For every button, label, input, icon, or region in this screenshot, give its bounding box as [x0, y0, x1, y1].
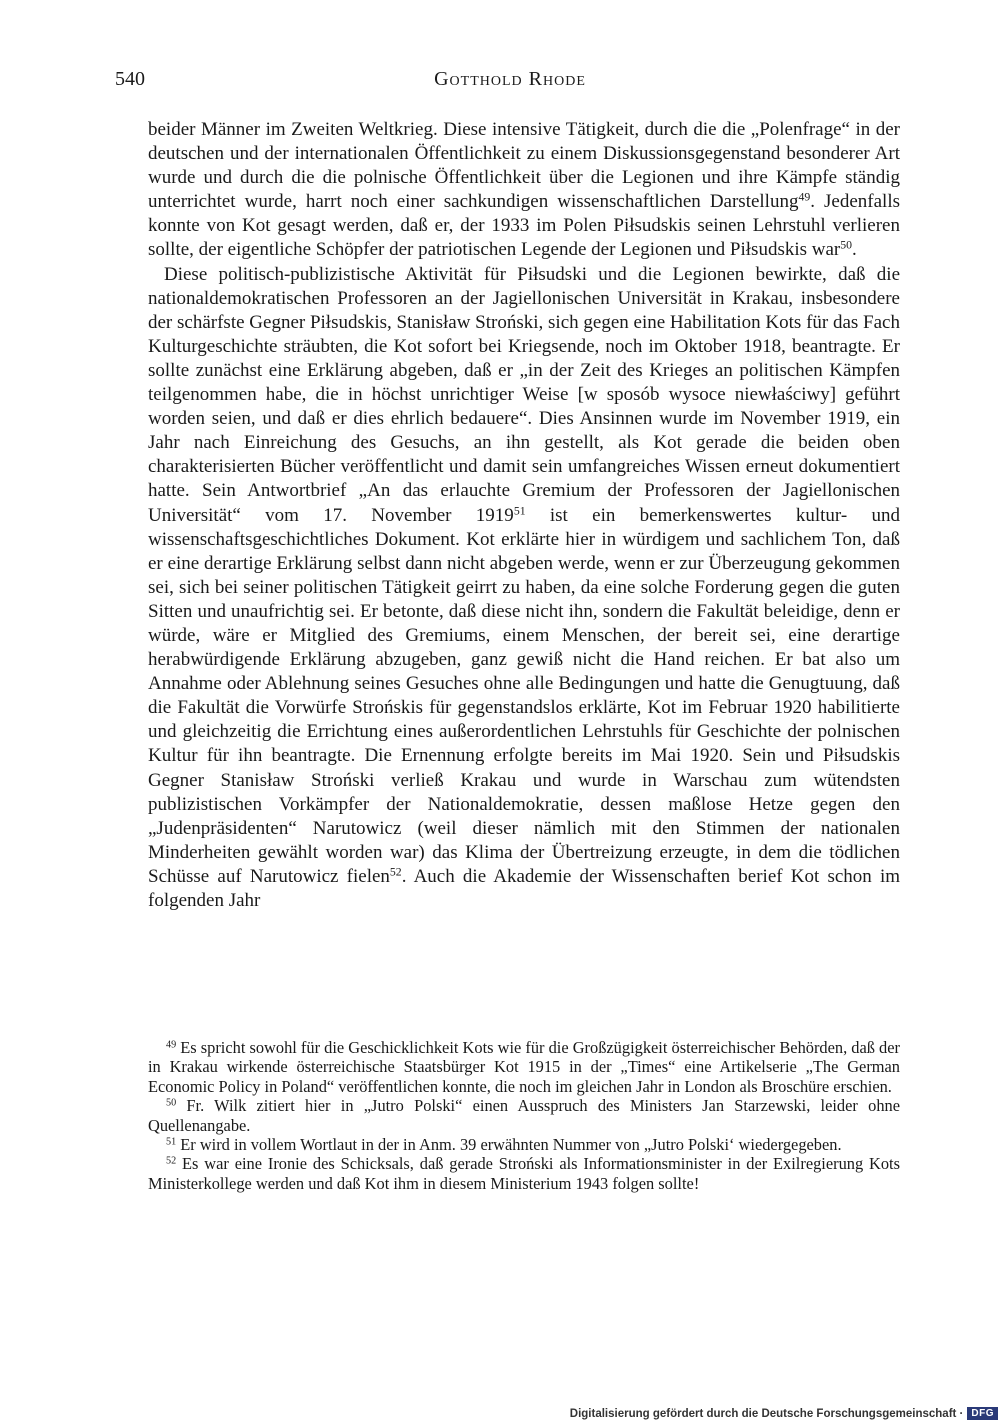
paragraph-text: Diese politisch-publizistische Aktivität für Piłsudski und die Legionen bewirkte, daß die nationaldemokratischen Professoren an der Jagiellonischen Universität in Krakau, insbesondere der schärfste Gegner Piłsudskis, Stanisław Stroński, sich gegen eine Habilitation Kots für das Fach Kulturgeschichte sträubten, die Kot sofort bei Kriegsende, noch im Oktober 1918, beantragte. Er sollte zunächst eine Erklärung abgeben, daß er „in der Zeit des Krieges an politischen Kämpfen teilgenommen habe, die in höchst unrichtiger Weise [w sposób wysoce niewłaściwy] geführt worden seien, und daß er dies ehrlich bedauere“. Dies Ansinnen wurde im November 1919, ein Jahr nach Einreichung des Gesuchs, an ihn gestellt, als Kot gerade die beiden oben charakterisierten Bücher veröffentlicht und damit sein umfangreiches Wissen erneut dokumentiert hatte. Sein Antwortbrief „An das erlauchte Gremium der Professoren der Jagiellonischen Universität“ vom 17. November 1919: [148, 263, 900, 526]
running-head: Gotthold Rhode: [434, 68, 586, 90]
paragraph-2: [148, 263, 900, 914]
paragraph-text: .: [852, 239, 857, 261]
paragraph-text: beider Männer im Zweiten Weltkrieg. Diese intensive Tätigkeit, durch die die „Polenfrage“ in der deutschen und der internationalen Öffentlichkeit zu einem Diskussionsgegenstand besonderer Art wurde und durch die die polnische Öffentlichkeit über die Legionen und ihre Kämpfe ständig unterrichtet wurde, harrt noch einer sachkundigen wissenschaftlichen Darstellung: [148, 119, 900, 213]
footnote-number: 52: [166, 1155, 177, 1167]
page-number: 540: [115, 68, 145, 90]
footnotes: [148, 1038, 900, 1193]
footnote-ref-51[interactable]: 51: [513, 504, 526, 518]
footnote-text: Fr. Wilk zitiert hier in „Jutro Polski“ einen Ausspruch des Ministers Jan Starzewski, leider ohne Quellenangabe.: [148, 1096, 900, 1135]
digitization-credit: [570, 1407, 998, 1420]
credit-text: Digitalisierung gefördert durch die Deutsche Forschungsgemeinschaft ·: [569, 1407, 964, 1420]
footnote-ref-50[interactable]: 50: [840, 239, 853, 252]
footnote-49: [148, 1038, 900, 1096]
main-text: [148, 118, 900, 913]
paragraph-text: ist ein bemerkenswertes kultur- und wissenschaftsgeschichtliches Dokument. Kot erklärte hier in würdigem und sachlichem Ton, daß er eine derartige Erklärung selbst dann nicht abgeben werde, wenn er zur Überzeugung gekommen sei, sich bei seiner politischen Tätigkeit geirrt zu haben, da eine solche Forderung gegen die guten Sitten und unaufrichtig sei. Er betonte, daß diese nicht ihn, sondern die Fakultät beleidige, denn er würde, wäre er Mitglied des Gremiums, einem Menschen, der bereit sei, eine derartige herabwürdigende Erklärung abzugeben, ganz gewiß nicht die Hand reichen. Er bat also um Annahme oder Ablehnung seines Gesuches ohne alle Bedingungen und hatte die Genugtuung, daß die Fakultät die Vorwürfe Strońskis für gegenstandslos erklärte, Kot im Februar 1920 habilitierte und gleichzeitig die Errichtung eines außerordentlichen Lehrstuhls für Geschichte der polnischen Kultur für ihn beantragte. Die Ernennung erfolgte bereits im Mai 1920. Sein und Piłsudskis Gegner Stanisław Stroński verließ Krakau und wurde in Warschau zum wütendsten publizistischen Vorkämpfer der Nationaldemokratie, dessen maßlose Hetze gegen den „Judenpräsidenten“ Narutowicz (weil dieser nämlich mit den Stimmen der nationalen Minderheiten gewählt worden war) das Klima der Übertreizung erzeugte, in dem die tödlichen Schüsse auf Narutowicz fielen: [148, 504, 900, 887]
footnote-ref-52[interactable]: 52: [389, 865, 402, 879]
footnote-number: 49: [166, 1039, 177, 1051]
footnote-number: 50: [166, 1097, 177, 1109]
dfg-logo-icon[interactable]: DFG: [967, 1407, 998, 1420]
footnote-52: [148, 1154, 900, 1193]
footnote-text: Er wird in vollem Wortlaut in der in Anm. 39 erwähnten Nummer von „Jutro Polski‘ wiedergegeben.: [176, 1135, 842, 1155]
paragraph-1: [148, 118, 900, 263]
footnote-text: Es war eine Ironie des Schicksals, daß gerade Stroński als Informationsminister in der Exilregierung Kots Ministerkollege werden und daß Kot ihm in diesem Ministerium 1943 folgen sollte!: [148, 1154, 900, 1193]
paragraph-text: . Auch die Akademie der Wissenschaften berief Kot schon im folgenden Jahr: [148, 865, 901, 911]
footnote-ref-49[interactable]: 49: [798, 190, 811, 204]
footnote-50: [148, 1096, 900, 1135]
footnote-text: Es spricht sowohl für die Geschicklichkeit Kots wie für die Großzügigkeit österreichischer Behörden, daß der in Krakau wirkende österreichische Staatsbürger Kot 1915 in der „Times“ eine Artikelserie „The German Economic Policy in Poland“ veröffentlichen konnte, die noch im gleichen Jahr in London als Broschüre erschien.: [148, 1038, 900, 1096]
page-header: [115, 68, 905, 98]
footnote-51: [148, 1135, 900, 1154]
footnote-number: 51: [166, 1136, 177, 1148]
paragraph-text: . Jedenfalls konnte von Kot gesagt werden, daß er, der 1933 im Polen Piłsudskis seinen Lehrstuhl verlieren sollte, der eigentliche Schöpfer der patriotischen Legende der Legionen und Piłsudskis war: [148, 191, 900, 261]
